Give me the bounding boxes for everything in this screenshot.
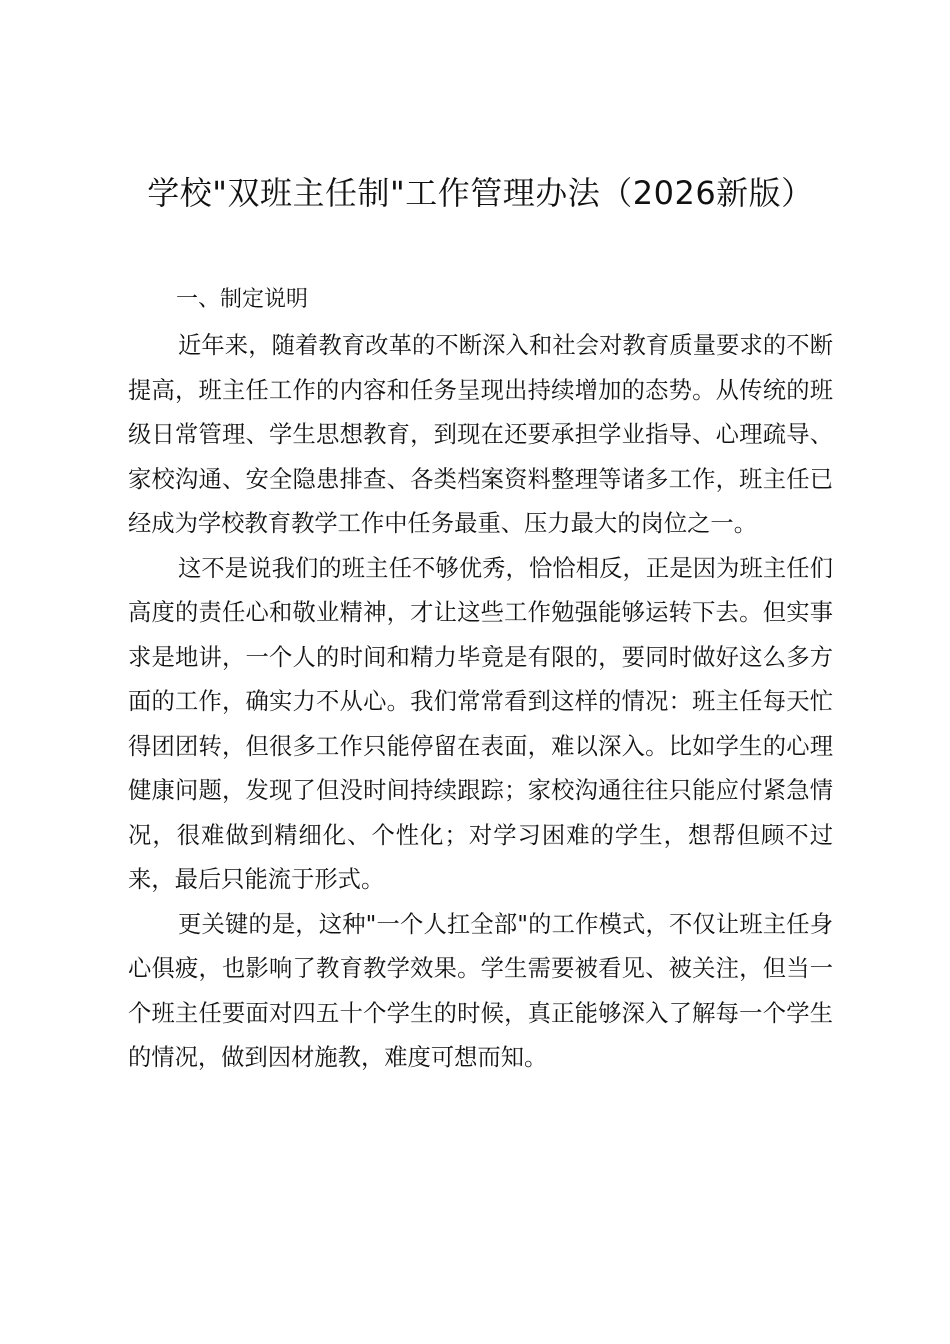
document-title: 学校"双班主任制"工作管理办法（2026新版） — [147, 174, 814, 212]
document-body — [128, 280, 833, 1081]
section-heading: 一、制定说明 — [176, 287, 309, 312]
body-paragraph: 更关键的是，这种"一个人扛全部"的工作模式，不仅让班主任身心俱疲，也影响了教育教学效果。学生需要被看见、被关注，但当一个班主任要面对四五十个学生的时候，真正能够深入了解每一个学生的情况，做到因材施教，难度可想而知。 — [128, 910, 833, 1071]
body-paragraph: 近年来，随着教育改革的不断深入和社会对教育质量要求的不断提高，班主任工作的内容和任务呈现出持续增加的态势。从传统的班级日常管理、学生思想教育，到现在还要承担学业指导、心理疏导、家校沟通、安全隐患排查、各类档案资料整理等诸多工作，班主任已经成为学校教育教学工作中任务最重、压力最大的岗位之一。 — [128, 332, 833, 537]
body-paragraph: 这不是说我们的班主任不够优秀，恰恰相反，正是因为班主任们高度的责任心和敬业精神，才让这些工作勉强能够运转下去。但实事求是地讲，一个人的时间和精力毕竟是有限的，要同时做好这么多方面的工作，确实力不从心。我们常常看到这样的情况：班主任每天忙得团团转，但很多工作只能停留在表面，难以深入。比如学生的心理健康问题，发现了但没时间持续跟踪；家校沟通往往只能应付紧急情况，很难做到精细化、个性化；对学习困难的学生，想帮但顾不过来，最后只能流于形式。 — [128, 554, 833, 893]
